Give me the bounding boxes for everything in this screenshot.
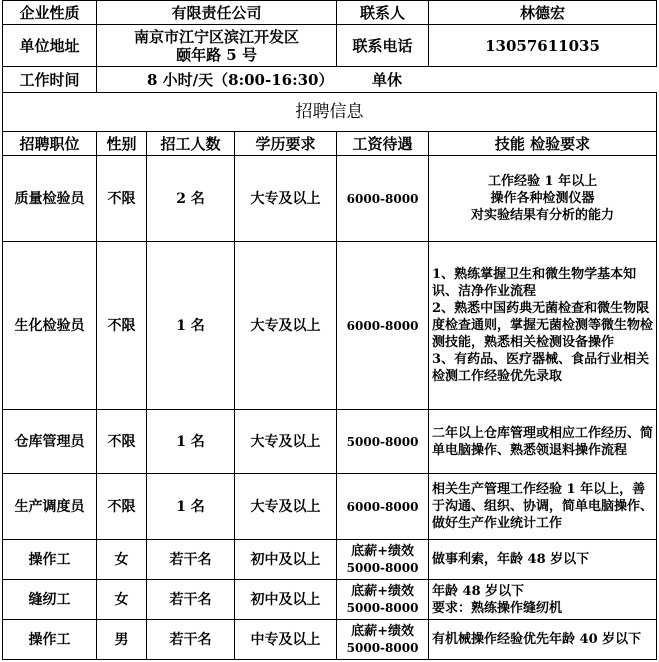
position-cell: 操作工 xyxy=(3,620,97,660)
salary-line: 底薪+绩效 xyxy=(351,543,414,559)
count-cell: 1 名 xyxy=(147,474,235,540)
address-label: 单位地址 xyxy=(3,25,97,67)
salary-cell: 6000-8000 xyxy=(337,474,429,540)
gender-cell: 女 xyxy=(97,540,147,580)
col-salary: 工资待遇 xyxy=(337,132,429,156)
salary-line: 5000-8000 xyxy=(346,640,419,655)
salary-cell xyxy=(337,580,429,620)
contact-label: 联系人 xyxy=(337,1,429,25)
table-row xyxy=(3,156,657,242)
salary-cell: 6000-8000 xyxy=(337,242,429,410)
position-cell: 缝纫工 xyxy=(3,580,97,620)
recruitment-table xyxy=(2,0,657,660)
gender-cell: 不限 xyxy=(97,474,147,540)
table-row xyxy=(3,580,657,620)
education-cell: 大专及以上 xyxy=(235,410,337,474)
count-cell: 若干名 xyxy=(147,540,235,580)
salary-cell xyxy=(337,620,429,660)
skill-line: 对实验结果有分析的能力 xyxy=(471,208,615,223)
skills-cell xyxy=(429,242,657,410)
skill-line: 1、熟练掌握卫生和微生物学基本知识、洁净作业流程 xyxy=(432,267,637,299)
gender-cell: 男 xyxy=(97,620,147,660)
education-cell: 中专及以上 xyxy=(235,620,337,660)
count-cell: 若干名 xyxy=(147,620,235,660)
education-cell: 大专及以上 xyxy=(235,156,337,242)
position-cell: 生产调度员 xyxy=(3,474,97,540)
skills-cell xyxy=(429,620,657,660)
hours-text: 8 小时/天（8:00-16:30） xyxy=(147,70,334,89)
education-cell: 初中及以上 xyxy=(235,580,337,620)
address-line-2: 颐年路 5 号 xyxy=(176,45,257,64)
salary-line: 底薪+绩效 xyxy=(351,583,414,599)
table-row xyxy=(3,540,657,580)
count-cell: 2 名 xyxy=(147,156,235,242)
skill-line: 做事利索，年龄 48 岁以下 xyxy=(432,552,590,567)
skill-line: 操作各种检测仪器 xyxy=(490,191,595,206)
count-cell: 若干名 xyxy=(147,580,235,620)
count-cell: 1 名 xyxy=(147,242,235,410)
skill-line: 相关生产管理工作经验 1 年以上，善于沟通、组织、协调，简单电脑操作、做好生产作业统计工作 xyxy=(432,482,654,531)
salary-line: 底薪+绩效 xyxy=(351,623,414,639)
table-row xyxy=(3,620,657,660)
address-line-1: 南京市江宁区滨江开发区 xyxy=(134,27,300,46)
table-row xyxy=(3,242,657,410)
position-cell: 操作工 xyxy=(3,540,97,580)
table-row xyxy=(3,474,657,540)
gender-cell: 女 xyxy=(97,580,147,620)
contact-value: 林德宏 xyxy=(429,1,657,25)
salary-line: 5000-8000 xyxy=(346,560,419,575)
skill-line: 2、熟悉中国药典无菌检查和微生物限度检查通则，掌握无菌检测等微生物检测技能，熟悉相关检测设备操作 xyxy=(432,301,654,350)
count-cell: 1 名 xyxy=(147,410,235,474)
phone-label: 联系电话 xyxy=(337,25,429,67)
salary-line: 5000-8000 xyxy=(346,600,419,615)
education-cell: 大专及以上 xyxy=(235,474,337,540)
phone-value: 13057611035 xyxy=(429,25,657,67)
recruit-title: 招聘信息 xyxy=(3,93,657,132)
col-education: 学历要求 xyxy=(235,132,337,156)
skills-cell xyxy=(429,540,657,580)
position-cell: 仓库管理员 xyxy=(3,410,97,474)
skill-line: 有机械操作经验优先年龄 40 岁以下 xyxy=(432,632,642,647)
col-count: 招工人数 xyxy=(147,132,235,156)
hours-label: 工作时间 xyxy=(3,67,97,93)
salary-cell: 5000-8000 xyxy=(337,410,429,474)
skills-cell xyxy=(429,580,657,620)
table-row xyxy=(3,410,657,474)
skills-cell xyxy=(429,156,657,242)
education-cell: 初中及以上 xyxy=(235,540,337,580)
education-cell: 大专及以上 xyxy=(235,242,337,410)
col-skills: 技能 检验要求 xyxy=(429,132,657,156)
skill-line: 3、有药品、医疗器械、食品行业相关检测工作经验优先录取 xyxy=(432,352,650,384)
column-header-row xyxy=(3,132,657,156)
col-gender: 性别 xyxy=(97,132,147,156)
address-value xyxy=(97,25,337,67)
position-cell: 质量检验员 xyxy=(3,156,97,242)
skill-line: 要求：熟练操作缝纫机 xyxy=(432,600,563,616)
col-position: 招聘职位 xyxy=(3,132,97,156)
skill-line: 年龄 48 岁以下 xyxy=(432,583,525,599)
skills-cell xyxy=(429,474,657,540)
salary-cell xyxy=(337,540,429,580)
nature-label: 企业性质 xyxy=(3,1,97,25)
gender-cell: 不限 xyxy=(97,156,147,242)
skills-cell xyxy=(429,410,657,474)
rest-text: 单休 xyxy=(371,70,402,89)
gender-cell: 不限 xyxy=(97,410,147,474)
skill-line: 工作经验 1 年以上 xyxy=(487,174,598,189)
hours-value xyxy=(97,67,657,93)
gender-cell: 不限 xyxy=(97,242,147,410)
salary-cell: 6000-8000 xyxy=(337,156,429,242)
nature-value: 有限责任公司 xyxy=(97,1,337,25)
position-cell: 生化检验员 xyxy=(3,242,97,410)
skill-line: 二年以上仓库管理或相应工作经历、简单电脑操作、熟悉领退料操作流程 xyxy=(432,425,654,458)
